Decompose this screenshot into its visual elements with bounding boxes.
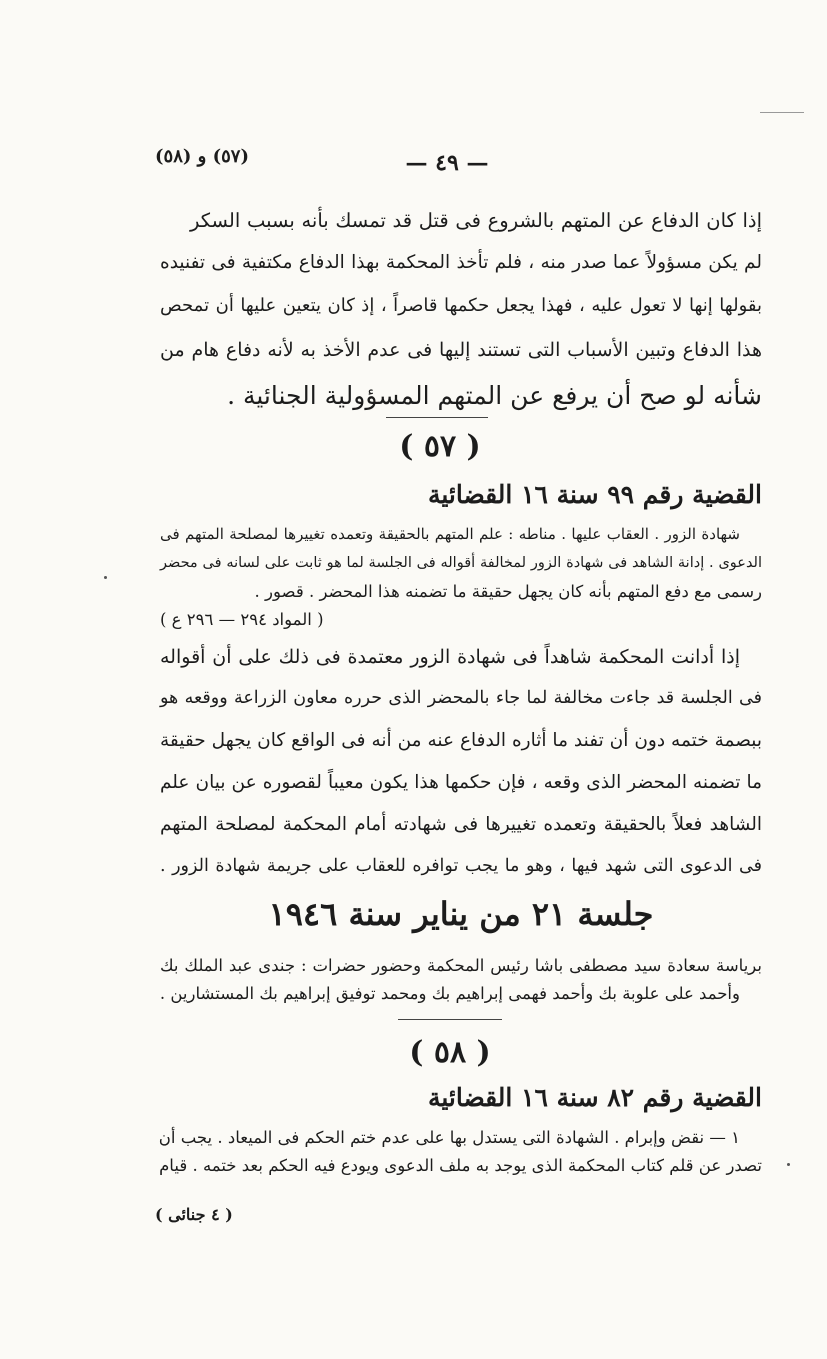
- case57-body-line: الشاهد فعلاً بالحقيقة وتعمده تغييرها فى شهادته أمام المحكمة لمصلحة المتهم: [160, 814, 762, 835]
- case57-summary-line-last: رسمى مع دفع المتهم بأنه كان يجهل حقيقة ما تضمنه هذا المحضر . قصور .: [254, 582, 762, 601]
- case57-title: القضية رقم ٩٩ سنة ١٦ القضائية: [427, 480, 762, 509]
- scan-dot-left: [104, 576, 107, 579]
- case57-articles: ( المواد ٢٩٤ — ٢٩٦ ع ): [160, 610, 324, 629]
- case57-summary-line: شهادة الزور . العقاب عليها . مناطه : علم المتهم بالحقيقة وتعمده تغييرها لمصلحة المتهم فى: [160, 525, 740, 543]
- case58-title: القضية رقم ٨٢ سنة ١٦ القضائية: [427, 1083, 762, 1112]
- case57-body-line: ببصمة ختمه دون أن تفند ما أثاره الدفاع عنه من أنه فى الواقع كان يجهل حقيقة: [160, 730, 762, 751]
- case57-number: ( ٥٧ ): [399, 429, 481, 464]
- case57-summary-line: الدعوى . إدانة الشاهد فى شهادة الزور لمخالفة أقواله فى الجلسة لما هو ثابت على لسانه فى محضر: [160, 555, 762, 571]
- intro-line: إذا كان الدفاع عن المتهم بالشروع فى قتل قد تمسك بأنه بسبب السكر: [190, 209, 762, 232]
- case57-body-line: إذا أدانت المحكمة شاهداً فى شهادة الزور معتمدة فى ذلك على أن أقواله: [160, 646, 740, 668]
- presidency-line: برياسة سعادة سيد مصطفى باشا رئيس المحكمة وحضور حضرات : جندى عبد الملك بك: [160, 956, 762, 975]
- intro-line: بقولها إنها لا تعول عليه ، فهذا يجعل حكمها قاصراً ، إذ كان يتعين عليها أن تمحص: [160, 295, 762, 316]
- scan-mark-top-right: [760, 112, 804, 113]
- presidency-line-last: وأحمد على علوبة بك وأحمد فهمى إبراهيم بك ومحمد توفيق إبراهيم بك المستشارين .: [159, 984, 740, 1003]
- session-title: جلسة ٢١ من يناير سنة ١٩٤٦: [268, 895, 654, 933]
- case57-body-line: ما تضمنه المحضر الذى وقعه ، فإن حكمها هذا يكون معيباً لقصوره عن بيان علم: [160, 772, 762, 793]
- case57-body-line-last: فى الدعوى التى شهد فيها ، وهو ما يجب توافره للعقاب على جريمة شهادة الزور .: [160, 856, 762, 876]
- intro-line: لم يكن مسؤولاً عما صدر منه ، فلم تأخذ المحكمة بهذا الدفاع مكتفية فى تفنيده: [160, 252, 762, 273]
- case58-number: ( ٥٨ ): [409, 1035, 491, 1070]
- signature-mark: ( ٤ جنائى ): [155, 1205, 233, 1224]
- case58-summary-line: ١ — نقض وإبرام . الشهادة التى يستدل بها على عدم ختم الحكم فى الميعاد . يجب أن: [158, 1128, 740, 1147]
- intro-line: هذا الدفاع وتبين الأسباب التى تستند إليها فى عدم الأخذ به لأنه دفاع هام من: [160, 339, 762, 361]
- section-divider: [386, 417, 488, 418]
- scan-dot-right: [787, 1163, 790, 1166]
- case-refs: (٥٧) و (٥٨): [155, 146, 250, 167]
- case57-body-line: فى الجلسة قد جاءت مخالفة لما جاء بالمحضر الذى حرره معاون الزراعة ووقعه هو: [160, 688, 762, 708]
- page-number: — ٤٩ —: [405, 150, 489, 176]
- case58-summary-line: تصدر عن قلم كتاب المحكمة الذى يوجد به ملف الدعوى ويودع فيه الحكم بعد ختمه . قيام: [159, 1156, 762, 1175]
- intro-line-last: شأنه لو صح أن يرفع عن المتهم المسؤولية الجنائية .: [227, 381, 762, 410]
- section-divider: [398, 1019, 502, 1020]
